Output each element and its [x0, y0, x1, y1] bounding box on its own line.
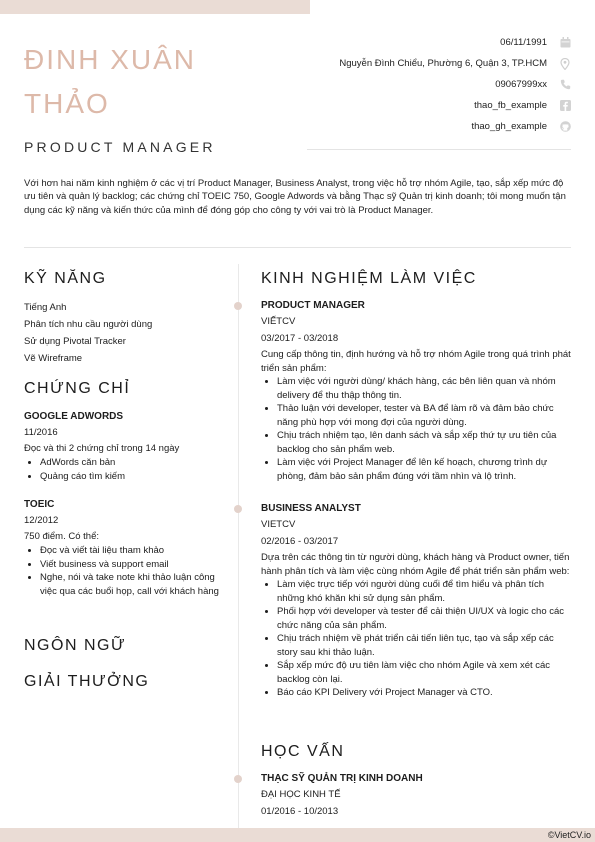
education-item [261, 772, 573, 820]
phone-icon [559, 79, 571, 91]
skills-list [24, 299, 152, 367]
experience-item: • Sắp xếp mức độ ưu tiên làm việc cho nhóm Agile và xem xét các backlog còn lại. [277, 659, 573, 686]
certificate-desc: Đọc và thi 2 chứng chỉ trong 14 ngày [24, 443, 180, 454]
experience-item: • Làm việc trực tiếp với người dùng cuối để tìm hiểu và phân tích những khó khăn khi sử dụng sản phẩm. [277, 578, 573, 605]
experience-item: • Báo cáo KPI Delivery với Project Manager và CTO. [277, 686, 573, 700]
certificate-title: GOOGLE ADWORDS [24, 411, 124, 422]
contact-address [289, 53, 571, 74]
experience-company: VIETCV [261, 519, 296, 530]
experience-company: VIẾTCV [261, 316, 296, 327]
timeline-dot [234, 505, 242, 513]
experience-item: • Làm việc với Project Manager để lên kế hoạch, chương trình dự phòng, đảm bảo sản phẩm đúng với tầm nhìn và lộ trình. [277, 456, 573, 483]
awards-heading: GIẢI THƯỞNG [24, 673, 150, 690]
top-accent-bar [0, 0, 310, 14]
certificate-toeic [24, 498, 224, 598]
education-school: ĐẠI HỌC KINH TẾ [261, 789, 341, 800]
experience-item: • Chịu trách nhiệm về phát triển cải tiến liên tục, tạo và sắp xếp các story sau khi thảo luận. [277, 632, 573, 659]
education-heading: HỌC VẤN [261, 743, 345, 760]
certificate-item: • Đọc và viết tài liệu tham khảo [40, 544, 224, 558]
certificates-heading: CHỨNG CHỈ [24, 380, 131, 397]
candidate-name: ĐINH XUÂN THẢO [24, 44, 197, 119]
certificate-desc: 750 điểm. Có thể: [24, 531, 99, 542]
timeline-dot [234, 302, 242, 310]
experience-item: • Chịu trách nhiệm tạo, lên danh sách và sắp xếp thứ tự ưu tiên của backlog cho sản phẩm web. [277, 429, 573, 456]
experience-heading: KINH NGHIỆM LÀM VIỆC [261, 270, 477, 287]
certificate-item: • AdWords căn bản [40, 456, 224, 470]
skills-heading: KỸ NĂNG [24, 270, 107, 287]
experience-date: 03/2017 - 03/2018 [261, 333, 339, 344]
certificate-item: • Nghe, nói và take note khi thảo luận công việc qua các buổi họp, call với khách hàng [40, 571, 224, 598]
phone-text: 09067999xx [495, 79, 547, 90]
github-icon [559, 121, 571, 133]
location-icon [559, 58, 571, 70]
certificate-google-adwords [24, 410, 224, 483]
brand-watermark: ©VietCV.io [547, 830, 591, 840]
contact-facebook [289, 95, 571, 116]
certificate-items [24, 456, 224, 483]
education-title: THẠC SỸ QUẢN TRỊ KINH DOANH [261, 773, 423, 784]
column-divider [238, 264, 239, 830]
experience-product-manager [261, 299, 573, 483]
bottom-accent-bar [0, 828, 595, 842]
skill-item: Phân tích nhu cầu người dùng [24, 319, 153, 330]
certificate-item: • Quảng cáo tìm kiếm [40, 470, 224, 484]
experience-items [261, 578, 573, 700]
experience-items [261, 375, 573, 483]
facebook-text[interactable]: thao_fb_example [474, 100, 547, 111]
skill-item: Tiếng Anh [24, 302, 67, 313]
experience-item: • Làm việc với người dùng/ khách hàng, các bên liên quan và nhóm delivery để thu thập thông tin. [277, 375, 573, 402]
contact-block [289, 32, 571, 137]
job-title: PRODUCT MANAGER [24, 139, 216, 155]
summary-text: Với hơn hai năm kinh nghiệm ở các vị trí Product Manager, Business Analyst, trong việc hỗ trợ nhóm Agile, tạo, sắp xếp mức độ ưu tiên và quản lý backlog; các chứng chỉ TOEIC 750, Google Adwords và bằng Thạc sỹ Quản trị kinh doanh; tôi mong muốn tận dụng các kỹ năng và kiến thức của mình để đóng góp cho công ty với vai trò là Product Manager. [24, 178, 566, 216]
education-date: 01/2016 - 10/2013 [261, 806, 339, 817]
experience-title: BUSINESS ANALYST [261, 503, 361, 514]
birthday-text: 06/11/1991 [500, 37, 547, 48]
experience-date: 02/2016 - 03/2017 [261, 536, 339, 547]
contact-divider [307, 149, 571, 150]
contact-birthday [289, 32, 571, 53]
certificate-title: TOEIC [24, 499, 55, 510]
contact-phone [289, 74, 571, 95]
summary-divider [24, 247, 571, 248]
github-text[interactable]: thao_gh_example [471, 121, 547, 132]
calendar-icon [559, 37, 571, 49]
contact-github [289, 116, 571, 137]
skill-item: Sử dụng Pivotal Tracker [24, 336, 126, 347]
certificate-date: 11/2016 [24, 427, 58, 438]
certificate-date: 12/2012 [24, 515, 59, 526]
facebook-icon [559, 100, 571, 112]
timeline-dot [234, 775, 242, 783]
experience-desc: Dựa trên các thông tin từ người dùng, khách hàng và Product owner, tiến hành phân tích và làm việc cùng nhóm Agile để phát triển sản phẩm web: [261, 552, 570, 577]
certificate-item: • Viết business và support email [40, 558, 224, 572]
experience-desc: Cung cấp thông tin, định hướng và hỗ trợ nhóm Agile trong quá trình phát triển sản phẩm: [261, 349, 571, 374]
certificate-items [24, 544, 224, 598]
experience-title: PRODUCT MANAGER [261, 300, 365, 311]
experience-business-analyst [261, 502, 573, 700]
languages-heading: NGÔN NGỮ [24, 637, 127, 654]
experience-item: • Thảo luận với developer, tester và BA để làm rõ và đảm bảo chức năng phù hợp với mong đợi của người dùng. [277, 402, 573, 429]
skill-item: Vẽ Wireframe [24, 353, 83, 364]
experience-item: • Phối hợp với developer và tester để cải thiện UI/UX và logic cho các chức năng của sản phẩm. [277, 605, 573, 632]
address-text: Nguyễn Đình Chiểu, Phường 6, Quận 3, TP.HCM [339, 58, 547, 69]
